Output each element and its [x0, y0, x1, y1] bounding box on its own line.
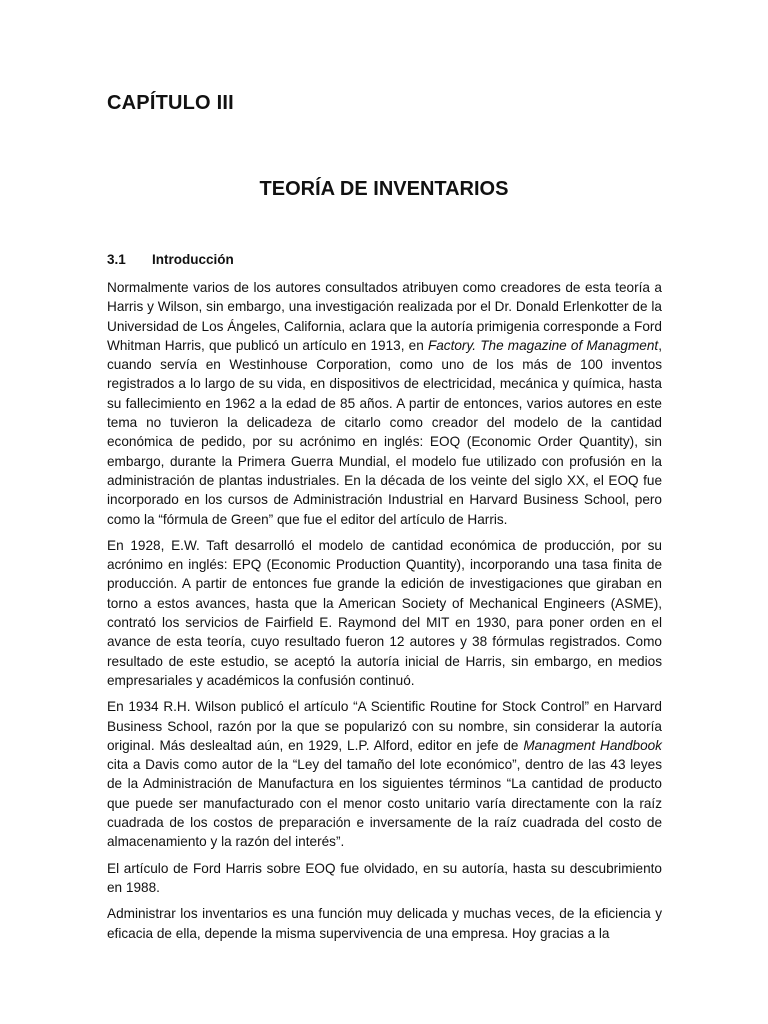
section-heading — [107, 252, 234, 267]
paragraph-1-part-b: , cuando servía en Westinhouse Corporation, como uno de los más de 100 inventos registrados a lo largo de su vida, en dispositivos de electricidad, mecánica y química, hasta su fallecimiento en 1962 a la edad de 85 años. A partir de entonces, varios autores en este tema no tuvieron la delicadeza de citarlo como creador del modelo de la cantidad económica de pedido, por su acrónimo en inglés: EOQ (Economic Order Quantity), sin embargo, durante la Primera Guerra Mundial, el modelo fue utilizado con profusión en la administración de plantas industriales. En la década de los veinte del siglo XX, el EOQ fue incorporado en los cursos de Administración Industrial en Harvard Business School, pero como la “fórmula de Green” que fue el editor del artículo de Harris. — [107, 337, 662, 527]
paragraph-3-part-a: En 1934 R.H. Wilson publicó el artículo “A Scientific Routine for Stock Control” en Harvard Business School, razón por la que se popularizó con su nombre, sin considerar la autoría original. Más deslealtad aún, en 1929, L.P. Alford, editor en jefe de — [107, 699, 662, 753]
paragraph-2: En 1928, E.W. Taft desarrolló el modelo de cantidad económica de producción, por su acrónimo en inglés: EPQ (Economic Production Quantity), incorporando una tasa finita de producción. A partir de entonces fue grande la edición de investigaciones que giraban en torno a estos avances, hasta que la American Society of Mechanical Engineers (ASME), contrató los servicios de Fairfield E. Raymond del MIT en 1930, para poner orden en el avance de esta teoría, cuyo resultado fueron 12 autores y 38 fórmulas registrados. Como resultado de este estudio, se aceptó la autoría inicial de Harris, sin embargo, en medios empresariales y académicos la confusión continuó. — [107, 537, 662, 688]
body-text — [107, 278, 662, 950]
paragraph-3 — [107, 697, 662, 851]
paragraph-4: El artículo de Ford Harris sobre EOQ fue olvidado, en su autoría, hasta su descubrimiento en 1988. — [107, 860, 662, 895]
paragraph-1-part-a: Normalmente varios de los autores consultados atribuyen como creadores de esta teoría a Harris y Wilson, sin embargo, una investigación realizada por el Dr. Donald Erlenkotter de la Universidad de Los Ángeles, California, aclara que la autoría primigenia corresponde a Ford Whitman Harris, que publicó un artículo en 1913, en — [107, 280, 662, 353]
section-number: 3.1 — [107, 252, 126, 267]
chapter-title: TEORÍA DE INVENTARIOS — [259, 178, 509, 200]
paragraph-3-part-b: cita a Davis como autor de la “Ley del tamaño del lote económico”, dentro de las 43 leyes de la Administración de Manufactura en los siguientes términos “La cantidad de producto que puede ser manufacturado con el menor costo unitario varía directamente con la raíz cuadrada de los costos de preparación e inversamente de la raíz cuadrada del costo de almacenamiento y la razón del interés”. — [107, 757, 662, 850]
paragraph-3-italic: Managment Handbook — [523, 737, 662, 753]
paragraph-5: Administrar los inventarios es una función muy delicada y muchas veces, de la eficiencia y eficacia de ella, depende la misma supervivencia de una empresa. Hoy gracias a la — [107, 906, 662, 941]
paragraph-1 — [107, 278, 662, 529]
paragraph-1-italic: Factory. The magazine of Managment — [427, 337, 659, 353]
section-title: Introducción — [152, 252, 234, 267]
chapter-heading: CAPÍTULO III — [107, 92, 234, 114]
